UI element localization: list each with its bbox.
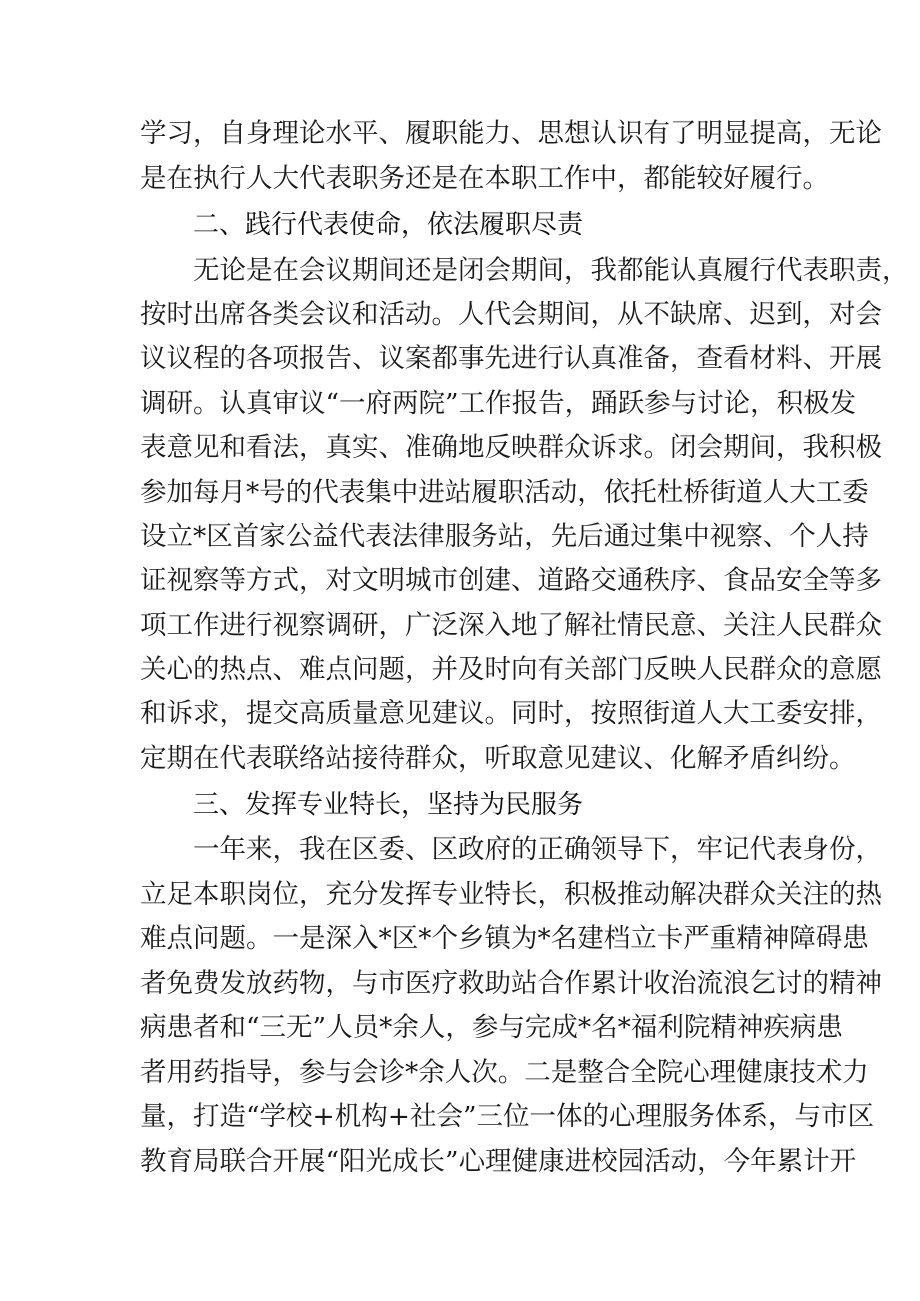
paragraph-line: 病患者和“三无”人员*余人，参与完成*名*福利院精神疾病患 [140,1012,843,1043]
paragraph-line: 立足本职岗位，充分发挥专业特长，积极推动解决群众关注的热 [140,879,882,910]
paragraph-line: 者免费发放药物，与市医疗救助站合作累计收治流浪乞讨的精神 [140,968,882,999]
section-heading-2: 二、践行代表使命，依法履职尽责 [193,210,584,240]
paragraph-line: 表意见和看法，真实、准确地反映群众诉求。闭会期间，我积极 [140,432,882,463]
paragraph-line: 者用药指导，参与会诊*余人次。二是整合全院心理健康技术力 [140,1057,869,1088]
paragraph-line: 按时出席各类会议和活动。人代会期间，从不缺席、迟到，对会 [140,299,882,330]
paragraph-line: 设立*区首家公益代表法律服务站，先后通过集中视察、个人持 [140,521,869,552]
paragraph-line: 一年来，我在区委、区政府的正确领导下，牢记代表身份， [193,834,882,865]
paragraph-line: 教育局联合开展“阳光成长”心理健康进校园活动，今年累计开 [140,1146,857,1177]
section-heading-3: 三、发挥专业特长，坚持为民服务 [193,790,584,820]
paragraph-line: 量，打造“学校+机构+社会”三位一体的心理服务体系，与市区 [140,1101,875,1132]
paragraph-line: 定期在代表联络站接待群众，听取意见建议、化解矛盾纠纷。 [140,743,856,774]
paragraph-line: 参加每月*号的代表集中进站履职活动，依托杜桥街道人大工委 [140,477,869,508]
paragraph-line: 证视察等方式，对文明城市创建、道路交通秩序、食品安全等多 [140,565,882,596]
paragraph-line: 是在执行人大代表职务还是在本职工作中，都能较好履行。 [140,163,829,194]
paragraph-line: 项工作进行视察调研，广泛深入地了解社情民意、关注人民群众 [140,610,882,641]
paragraph-line: 调研。认真审议“一府两院”工作报告，踊跃参与讨论，积极发 [140,388,857,419]
paragraph-line: 难点问题。一是深入*区*个乡镇为*名建档立卡严重精神障碍患 [140,923,869,954]
paragraph-line: 和诉求，提交高质量意见建议。同时，按照街道人大工委安排， [140,698,882,729]
paragraph-line: 学习，自身理论水平、履职能力、思想认识有了明显提高，无论 [140,118,882,149]
paragraph-line: 议议程的各项报告、议案都事先进行认真准备，查看材料、开展 [140,343,882,374]
paragraph-line: 无论是在会议期间还是闭会期间，我都能认真履行代表职责， [193,255,909,286]
paragraph-line: 关心的热点、难点问题，并及时向有关部门反映人民群众的意愿 [140,654,882,685]
